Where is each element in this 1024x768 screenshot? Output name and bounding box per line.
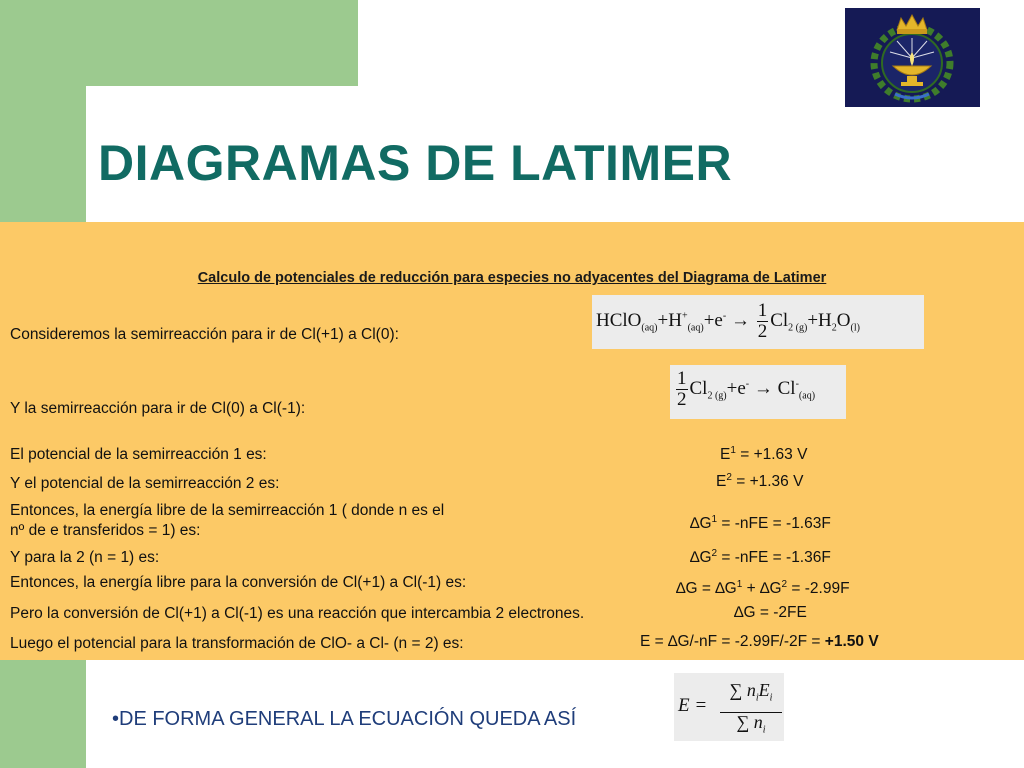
row-7-text: Entonces, la energía libre para la conversión de Cl(+1) a Cl(-1) es: bbox=[10, 574, 467, 591]
section-heading: Calculo de potenciales de reducción para especies no adyacentes del Diagrama de Latimer bbox=[197, 270, 827, 286]
g1-value: $\Delta G^1 = -nFE = -1.63F$ bbox=[690, 514, 831, 533]
equation-2: $\frac{1}{2}$ $Cl_{2 (g)}+e^- \to Cl^-_{(aq)}$ bbox=[670, 365, 846, 419]
row-4-text: Y el potencial de la semirreacción 2 es: bbox=[10, 475, 280, 492]
slide-title: DIAGRAMAS DE LATIMER bbox=[98, 135, 733, 191]
row-2-text: Y la semirreacción para ir de Cl(0) a Cl(-1): bbox=[10, 400, 306, 417]
efinal-value: E = ∆G/-nF = -2.99F/-2F = +1.50 V bbox=[640, 633, 879, 650]
general-formula: E = ∑ $n_iE_i$ ∑ $n_i$ bbox=[674, 673, 784, 741]
row-6-text: Y para la 2 (n = 1) es: bbox=[10, 549, 160, 566]
equation-1: $HClO_{(aq)}+H^+_{(aq)}+e^-$ → $\frac{1}{2}$ $Cl_{2 (g)}+H_2O_{(l)}$ bbox=[592, 295, 924, 349]
row-5-text-line1: Entonces, la energía libre de la semirreacción 1 ( donde n es el bbox=[10, 502, 445, 519]
crest-lamp-crown-icon bbox=[845, 8, 980, 107]
gsum-value: $\Delta G = \Delta G^1 + \Delta G^2 = -2.99F$ bbox=[676, 579, 850, 598]
logo bbox=[845, 8, 980, 107]
e1-value: $E^1 = +1.63$ V bbox=[720, 445, 808, 464]
general-equation-bullet: •DE FORMA GENERAL LA ECUACIÓN QUEDA ASÍ bbox=[112, 708, 577, 730]
row-3-text: El potencial de la semirreacción 1 es: bbox=[10, 446, 267, 463]
e2-value: $E^2 = +1.36$ V bbox=[716, 472, 804, 491]
g-2fe-value: ∆G = -2FE bbox=[734, 604, 807, 621]
row-8-text: Pero la conversión de Cl(+1) a Cl(-1) es una reacción que intercambia 2 electrones. bbox=[10, 605, 585, 622]
row-1-text: Consideremos la semirreacción para ir de Cl(+1) a Cl(0): bbox=[10, 326, 399, 343]
row-9-text: Luego el potencial para la transformación de ClO- a Cl- (n = 2) es: bbox=[10, 635, 464, 652]
content-panel bbox=[0, 222, 1024, 660]
row-5-text-line2: nº de e transferidos = 1) es: bbox=[10, 522, 201, 539]
g2-value: $\Delta G^2 = -nFE = -1.36F$ bbox=[690, 548, 831, 567]
